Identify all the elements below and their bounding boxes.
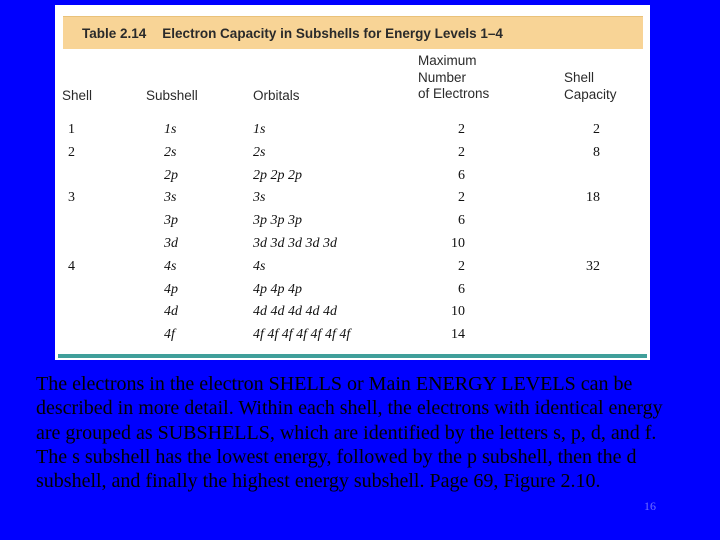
cell-max-electrons: 2: [458, 122, 465, 137]
cell-orbitals: 4f 4f 4f 4f 4f 4f 4f: [253, 327, 351, 343]
cell-orbitals: 3p 3p 3p: [253, 213, 302, 229]
cell-capacity: 18: [586, 190, 600, 206]
cell-subshell: 4d: [164, 304, 178, 320]
cell-max-electrons: 2: [458, 190, 465, 206]
cell-orbitals: 4p 4p 4p: [253, 281, 302, 297]
cell-subshell: 3d: [164, 236, 178, 251]
cell-max-electrons: 10: [451, 236, 465, 251]
cell-subshell: 1s: [164, 122, 177, 137]
cell-shell: 1: [68, 122, 75, 137]
table-figure: [55, 5, 650, 360]
cell-orbitals: 4s: [253, 258, 266, 274]
table-number: Table 2.14: [82, 26, 147, 41]
cell-orbitals: 3d 3d 3d 3d 3d: [253, 236, 337, 251]
cell-max-electrons: 2: [458, 258, 465, 274]
cell-max-electrons: 6: [458, 281, 465, 297]
cell-orbitals: 2s: [253, 144, 266, 160]
cell-max-electrons: 6: [458, 213, 465, 229]
header-orbitals: Orbitals: [253, 88, 300, 103]
cell-capacity: 2: [593, 122, 600, 137]
cell-shell: 2: [68, 144, 75, 160]
header-capacity-line: Shell: [564, 70, 595, 85]
cell-shell: 4: [68, 258, 75, 274]
table-title: Electron Capacity in Subshells for Energy Levels 1–4: [162, 26, 503, 41]
table-title-bar: [63, 16, 643, 49]
header-max-line: Maximum: [418, 53, 477, 68]
header-capacity: [564, 70, 617, 103]
cell-subshell: 3s: [164, 190, 177, 206]
cell-subshell: 4f: [164, 327, 175, 343]
cell-subshell: 3p: [164, 213, 178, 229]
cell-orbitals: 1s: [253, 122, 266, 137]
cell-capacity: 32: [586, 258, 600, 274]
header-subshell: Subshell: [146, 88, 198, 103]
cell-subshell: 4s: [164, 258, 177, 274]
header-max-line: Number: [418, 69, 467, 85]
cell-orbitals: 2p 2p 2p: [253, 167, 302, 183]
cell-max-electrons: 14: [451, 327, 465, 343]
description-text: The electrons in the electron SHELLS or Main ENERGY LEVELS can be described in more detail. Within each shell, the electrons with identical energy are grouped as SUBSHELLS, which are identified by the letters s, p, d, and f. The s subshell has the lowest energy, followed by the p subshell, then the d subshell, and finally the highest energy subshell. Page 69, Figure 2.10.: [36, 373, 663, 493]
cell-max-electrons: 10: [451, 304, 465, 320]
cell-max-electrons: 2: [458, 144, 465, 160]
slide-number: 16: [644, 499, 656, 513]
cell-max-electrons: 6: [458, 167, 465, 183]
cell-subshell: 2s: [164, 144, 177, 160]
header-max-electrons: [418, 53, 489, 103]
cell-subshell: 2p: [164, 167, 178, 183]
header-shell: Shell: [62, 88, 93, 103]
table-bottom-rule: [58, 354, 647, 358]
cell-orbitals: 4d 4d 4d 4d 4d: [253, 304, 337, 320]
cell-orbitals: 3s: [253, 190, 266, 206]
header-capacity-line: Capacity: [564, 86, 617, 102]
cell-subshell: 4p: [164, 281, 178, 297]
header-max-line: of Electrons: [418, 86, 490, 101]
cell-capacity: 8: [593, 144, 600, 160]
cell-shell: 3: [68, 190, 75, 206]
